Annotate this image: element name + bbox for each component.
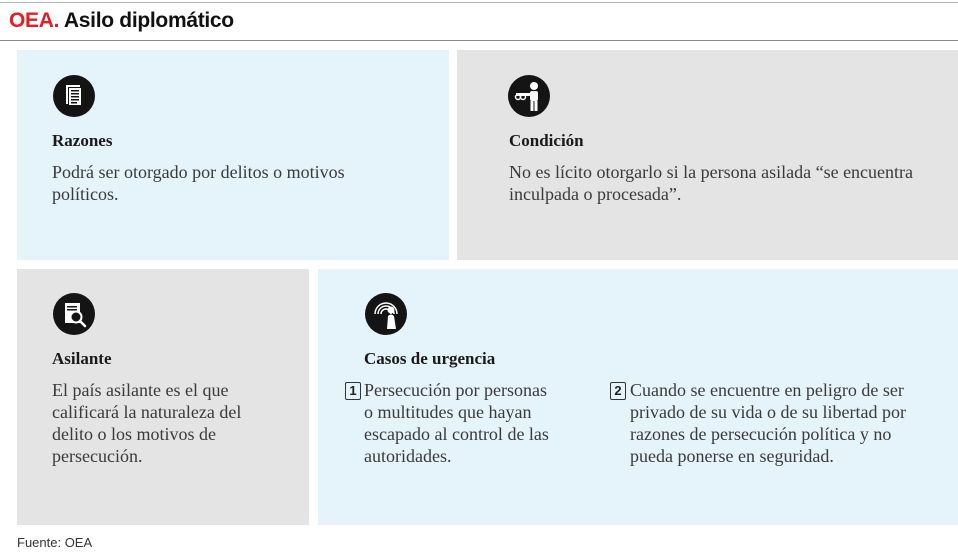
person-alert-icon (365, 293, 407, 335)
text-line: políticos. (52, 184, 119, 204)
panel-title: Condición (509, 131, 584, 150)
panel-urgencia (318, 269, 958, 525)
panel-title: Razones (52, 131, 113, 150)
panel-text (509, 161, 913, 205)
text-line: Podrá ser otorgado por delitos o motivos (52, 162, 345, 182)
text-line: Persecución por personas (364, 380, 547, 400)
case-number-badge: 2 (610, 382, 626, 400)
case-number-badge: 1 (345, 382, 361, 400)
text-line: persecución. (52, 446, 143, 466)
text-line: o multitudes que hayan (364, 402, 532, 422)
text-line: inculpada o procesada”. (509, 184, 682, 204)
text-line: El país asilante es el que (52, 380, 229, 400)
document-magnifier-icon (53, 293, 95, 335)
brand-label: OEA. (9, 9, 60, 32)
text-line: delito o los motivos de (52, 424, 216, 444)
source-note: Fuente: OEA (17, 535, 93, 550)
text-line: razones de persecución política y no (630, 424, 892, 444)
panel-asilante (17, 269, 309, 525)
handcuffed-person-icon (508, 75, 550, 117)
text-line: pueda ponerse en seguridad. (630, 446, 834, 466)
text-line: calificará la naturaleza del (52, 402, 242, 422)
text-line: privado de su vida o de su libertad por (630, 402, 906, 422)
text-line: escapado al control de las (364, 424, 549, 444)
case-text (630, 379, 906, 467)
panel-title: Asilante (52, 349, 112, 368)
panel-text (52, 379, 241, 467)
header-divider (0, 40, 958, 41)
text-line: autoridades. (364, 446, 452, 466)
page-title (9, 9, 234, 33)
document-icon (53, 75, 95, 117)
panel-condicion (457, 50, 958, 260)
top-rule (0, 2, 958, 3)
panel-title: Casos de urgencia (364, 349, 496, 368)
text-line: Cuando se encuentre en peligro de ser (630, 380, 904, 400)
case-text (364, 379, 549, 467)
panel-text (52, 161, 345, 205)
panel-razones (17, 50, 449, 260)
title-label: Asilo diplomático (63, 9, 234, 32)
text-line: No es lícito otorgarlo si la persona asilada “se encuentra (509, 162, 914, 182)
